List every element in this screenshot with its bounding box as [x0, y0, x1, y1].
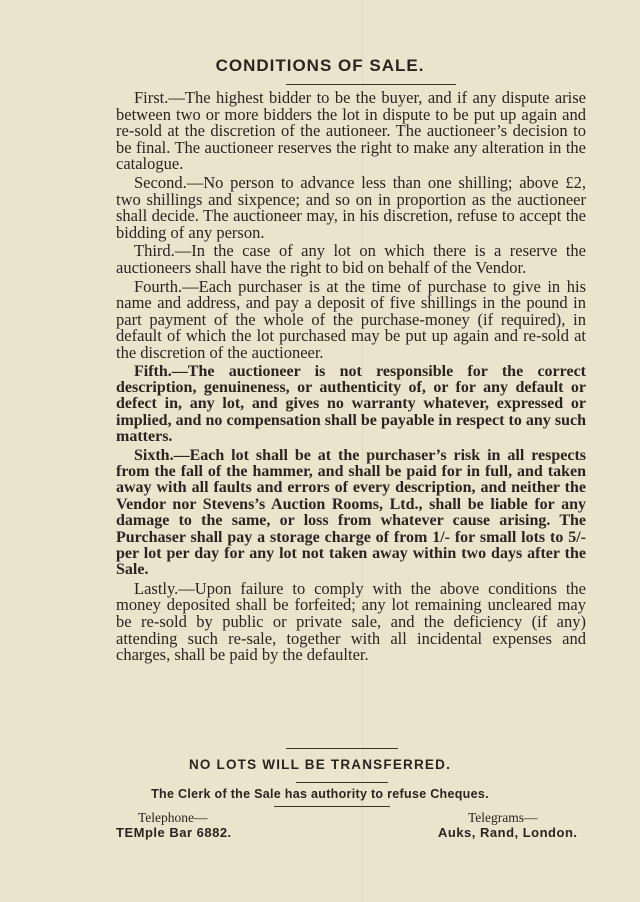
condition-third: Third.—In the case of any lot on which there is a reserve the auctioneers shall have the right to bid on behalf of the Vendor.	[116, 241, 586, 277]
telegrams-block	[438, 810, 578, 840]
notice-divider	[286, 748, 398, 749]
condition-second: Second.—No person to advance less than one shilling; above £2, two shillings and sixpence; and so on in proportion as the auctioneer shall decide. The auctioneer may, in his discretion, refuse to accept the bidding of any person.	[116, 172, 586, 242]
title-divider	[286, 84, 456, 85]
telephone-block	[116, 810, 232, 840]
conditions-body	[116, 90, 586, 666]
condition-lastly: Lastly.—Upon failure to comply with the above conditions the money deposited shall be forfeited; any lot remaining uncleared may be re-sold by public or private sale, and the deficiency (if any) attending such re-sale, together with all incidental expenses and charges, shall be paid by the defaulter.	[116, 578, 586, 665]
telegrams-label: Telegrams—	[468, 810, 538, 825]
clerk-divider-bottom	[274, 806, 390, 807]
transfer-notice: NO LOTS WILL BE TRANSFERRED.	[188, 757, 452, 772]
telegrams-value: Auks, Rand, London.	[438, 825, 578, 840]
condition-fifth: Fifth.—The auctioneer is not responsible for the correct description, genuineness, or authenticity of, or for any default or defect in, any lot, and gives no warranty whatever, expressed or implied, and no compensation shall be payable in respect to any such matters.	[116, 362, 586, 446]
telephone-value: TEMple Bar 6882.	[116, 825, 232, 840]
page-title: CONDITIONS OF SALE.	[215, 56, 425, 75]
condition-sixth: Sixth.—Each lot shall be at the purchaser’s risk in all respects from the fall of the hammer, and shall be paid for in full, and taken away with all faults and errors of every description, and neither the Vendor nor Stevens’s Auction Rooms, Ltd., shall be liable for any damage to the same, or loss from whatever cause arising. The Purchaser shall pay a storage charge of from 1/- for small lots to 5/- per lot per day for any lot not taken away within two days after the Sale.	[116, 446, 586, 579]
clerk-divider-top	[296, 782, 388, 783]
telephone-label: Telephone—	[138, 810, 208, 825]
clerk-notice: The Clerk of the Sale has authority to refuse Cheques.	[151, 787, 489, 801]
condition-fourth: Fourth.—Each purchaser is at the time of purchase to give in his name and address, and pay a deposit of five shillings in the pound in part payment of the whole of the purchase-money (if required), in default of which the lot purchased may be put up again and re-sold at the discretion of the auctioneer.	[116, 276, 586, 362]
condition-first: First.—The highest bidder to be the buyer, and if any dispute arise between two or more bidders the lot in dispute to be put up again and re-sold at the discretion of the autioneer. The auctioneer’s decision to be final. The auctioneer reserves the right to make any alteration in the catalogue.	[116, 88, 586, 174]
